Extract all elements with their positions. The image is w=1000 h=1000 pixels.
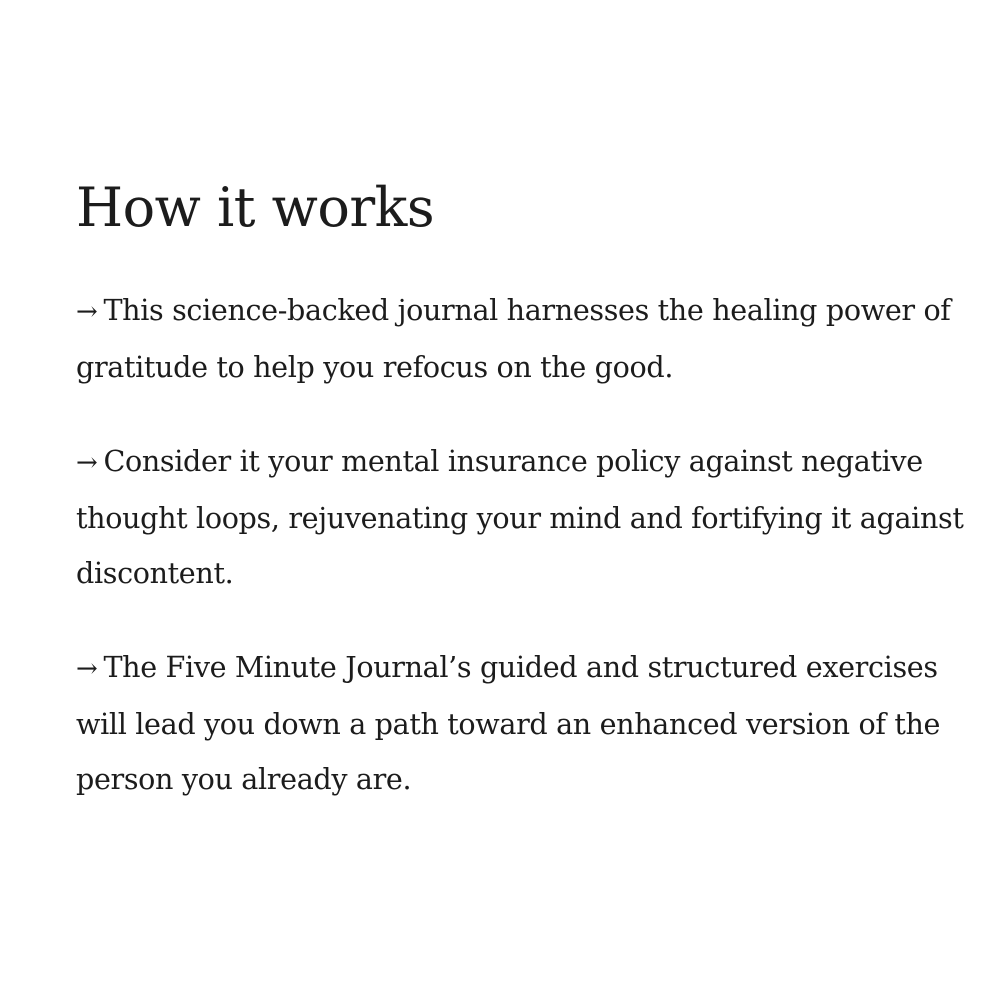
list-item-text: This science-backed journal harnesses the healing power of gratitude to help you refocus on the good. bbox=[76, 293, 951, 384]
list-item bbox=[76, 640, 966, 807]
arrow-right-icon: → bbox=[76, 448, 98, 478]
arrow-right-icon: → bbox=[76, 654, 98, 684]
list-item bbox=[76, 434, 966, 601]
page-title: How it works bbox=[76, 176, 435, 239]
list-item-text: Consider it your mental insurance policy against negative thought loops, rejuvenating your mind and fortifying it against discontent. bbox=[76, 444, 964, 590]
feature-list bbox=[76, 283, 966, 846]
list-item bbox=[76, 283, 966, 395]
list-item-text: The Five Minute Journal’s guided and structured exercises will lead you down a path toward an enhanced version of the person you already are. bbox=[76, 650, 941, 796]
arrow-right-icon: → bbox=[76, 297, 98, 327]
